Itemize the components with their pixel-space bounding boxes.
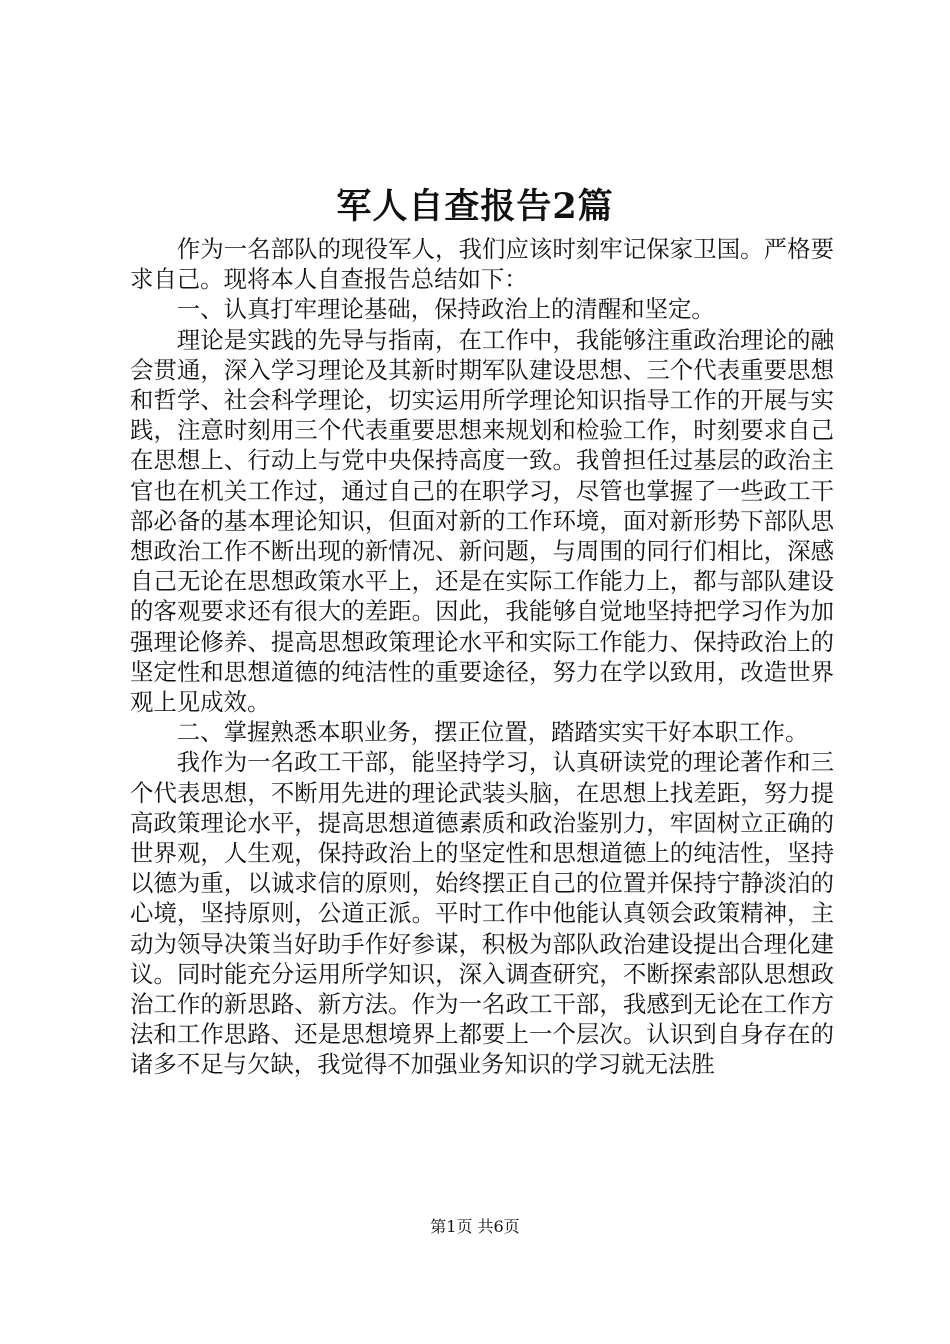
- section-heading-1: 一、认真打牢理论基础，保持政治上的清醒和坚定。: [176, 295, 715, 324]
- document-title: 军人自查报告2篇: [336, 186, 614, 227]
- document-body: [130, 234, 834, 1080]
- section-heading-2: 二、掌握熟悉本职业务，摆正位置，踏踏实实干好本职工作。: [176, 718, 809, 747]
- page-footer: 第1页 共6页: [430, 1217, 520, 1236]
- theory-paragraph: 理论是实践的先导与指南，在工作中，我能够注重政治理论的融会贯通，深入学习理论及其新时期军队建设思想、三个代表重要思想和哲学、社会科学理论，切实运用所学理论知识指导工作的开展与实践，注意时刻用三个代表重要思想来规划和检验工作，时刻要求自己在思想上、行动上与党中央保持高度一致。我曾担任过基层的政治主官也在机关工作过，通过自己的在职学习，尽管也掌握了一些政工干部必备的基本理论知识，但面对新的工作环境，面对新形势下部队思想政治工作不断出现的新情况、新问题，与周围的同行们相比，深感自己无论在思想政策水平上，还是在实际工作能力上，都与部队建设的客观要求还有很大的差距。因此，我能够自觉地坚持把学习作为加强理论修养、提高思想政策理论水平和实际工作能力、保持政治上的坚定性和思想道德的纯洁性的重要途径，努力在学以致用，改造世界观上见成效。: [130, 325, 834, 717]
- intro-paragraph: 作为一名部队的现役军人，我们应该时刻牢记保家卫国。严格要求自己。现将本人自查报告总结如下：: [130, 235, 834, 294]
- work-paragraph: 我作为一名政工干部，能坚持学习，认真研读党的理论著作和三个代表思想，不断用先进的理论武装头脑，在思想上找差距，努力提高政策理论水平，提高思想道德素质和政治鉴别力，牢固树立正确的世界观，人生观，保持政治上的坚定性和思想道德上的纯洁性，坚持以德为重，以诚求信的原则，始终摆正自己的位置并保持宁静淡泊的心境，坚持原则，公道正派。平时工作中他能认真领会政策精神，主动为领导决策当好助手作好参谋，积极为部队政治建设提出合理化建议。同时能充分运用所学知识，深入调查研究，不断探索部队思想政治工作的新思路、新方法。作为一名政工干部，我感到无论在工作方法和工作思路、还是思想境界上都要上一个层次。认识到自身存在的诸多不足与欠缺，我觉得不加强业务知识的学习就无法胜: [130, 748, 834, 1079]
